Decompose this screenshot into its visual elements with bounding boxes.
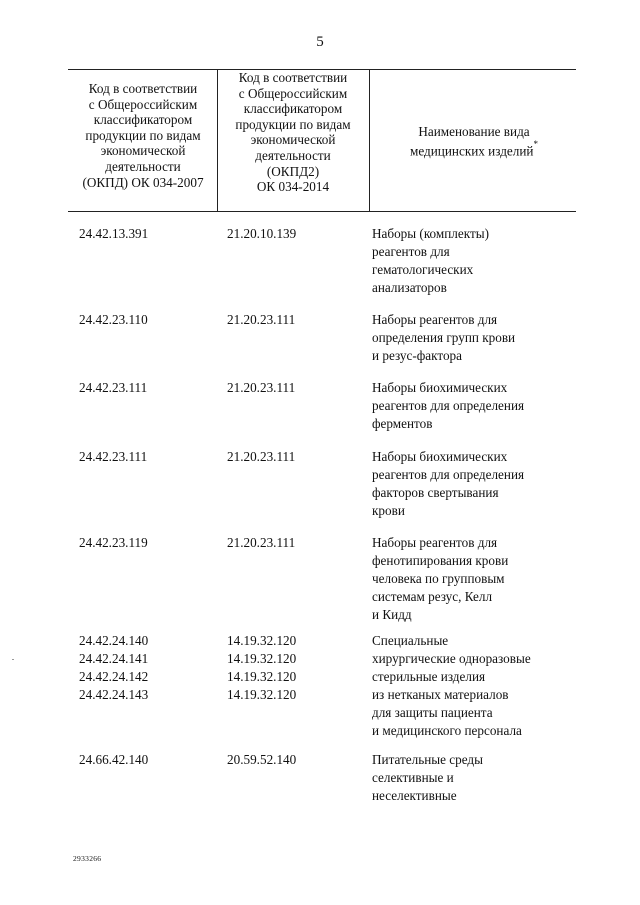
header-okpd2-line: продукции по видам — [235, 116, 351, 132]
device-name-line: фенотипирования крови — [372, 553, 509, 568]
header-okpd-line: с Общероссийским — [88, 96, 198, 112]
footnote-mark: * — [533, 138, 538, 149]
okpd2-code: 20.59.52.140 — [227, 752, 297, 767]
okpd2-code: 14.19.32.120 — [227, 651, 297, 666]
okpd-code: 24.66.42.140 — [79, 752, 149, 767]
device-name-line: и резус-фактора — [372, 348, 462, 363]
okpd-code: 24.42.23.110 — [79, 312, 148, 327]
header-column-divider — [217, 69, 218, 212]
okpd-code: 24.42.23.111 — [79, 380, 148, 395]
header-okpd2-line: (ОКПД2) — [266, 163, 320, 179]
okpd2-code: 14.19.32.120 — [227, 669, 297, 684]
device-name-line: реагентов для определения — [372, 467, 525, 482]
device-name-line: Наборы (комплекты) — [372, 226, 489, 241]
device-name-line: Наборы биохимических — [372, 380, 508, 395]
header-okpd2-line: ОК 034-2014 — [256, 179, 330, 195]
header-okpd2-line: экономической — [250, 132, 336, 148]
header-name-line: медицинских изделий — [410, 142, 534, 158]
header-column-divider — [369, 69, 370, 212]
document-footer-code: 2933266 — [73, 854, 102, 863]
device-name-line: анализаторов — [372, 280, 447, 295]
okpd-code: 24.42.23.119 — [79, 535, 148, 550]
okpd-code: 24.42.23.111 — [79, 449, 148, 464]
device-name-line: крови — [372, 503, 405, 518]
scan-speck — [12, 659, 14, 660]
okpd-code: 24.42.24.141 — [79, 651, 149, 666]
okpd-code: 24.42.24.142 — [79, 669, 149, 684]
header-okpd-line: (ОКПД) ОК 034-2007 — [82, 174, 204, 190]
okpd-code: 24.42.24.140 — [79, 633, 149, 648]
device-name-line: определения групп крови — [372, 330, 516, 345]
okpd-code: 24.42.13.391 — [79, 226, 149, 241]
header-okpd2-line: Код в соответствии — [238, 70, 348, 85]
device-name-line: гематологических — [372, 262, 474, 277]
device-name-line: реагентов для определения — [372, 398, 525, 413]
okpd-code: 24.42.24.143 — [79, 687, 149, 702]
header-okpd-line: классификатором — [93, 112, 193, 128]
device-name-line: Наборы реагентов для — [372, 535, 498, 550]
header-okpd — [70, 81, 216, 190]
device-name-line: для защиты пациента — [372, 705, 493, 720]
page-number: 5 — [316, 34, 324, 50]
device-name-line: системам резус, Келл — [372, 589, 493, 604]
header-name-line: Наименование вида — [418, 124, 530, 139]
okpd2-code: 21.20.23.111 — [227, 380, 296, 395]
device-name-line: факторов свертывания — [372, 485, 499, 500]
header-okpd-line: экономической — [100, 143, 186, 159]
header-okpd-line: деятельности — [105, 158, 181, 174]
device-name-line: Питательные среды — [372, 752, 483, 767]
device-name-line: и Кидд — [372, 607, 412, 622]
device-name-line: Специальные — [372, 633, 449, 648]
okpd2-code: 14.19.32.120 — [227, 633, 297, 648]
header-okpd2-line: деятельности — [255, 147, 331, 163]
device-name-line: стерильные изделия — [372, 669, 486, 684]
device-name-line: и медицинского персонала — [372, 723, 522, 738]
okpd2-code: 14.19.32.120 — [227, 687, 297, 702]
device-name-line: Наборы реагентов для — [372, 312, 498, 327]
device-name-line: человека по групповым — [372, 571, 505, 586]
device-name-line: селективные и — [372, 770, 454, 785]
table-header-bottom-rule — [68, 211, 576, 212]
okpd2-code: 21.20.23.111 — [227, 449, 296, 464]
device-name-line: из нетканых материалов — [372, 687, 509, 702]
okpd2-code: 21.20.23.111 — [227, 535, 296, 550]
device-name-line: реагентов для — [372, 244, 450, 259]
header-okpd2-line: с Общероссийским — [238, 85, 348, 101]
device-name-line: хирургические одноразовые — [372, 651, 531, 666]
okpd2-code: 21.20.23.111 — [227, 312, 296, 327]
device-name-line: ферментов — [372, 416, 433, 431]
okpd2-code: 21.20.10.139 — [227, 226, 297, 241]
header-okpd-line: Код в соответствии — [88, 81, 198, 96]
header-okpd-line: продукции по видам — [85, 127, 201, 143]
device-name-line: неселективные — [372, 788, 457, 803]
header-device-type-name — [372, 124, 576, 159]
device-name-line: Наборы биохимических — [372, 449, 508, 464]
header-okpd2-line: классификатором — [243, 101, 343, 117]
header-okpd2 — [219, 70, 367, 195]
